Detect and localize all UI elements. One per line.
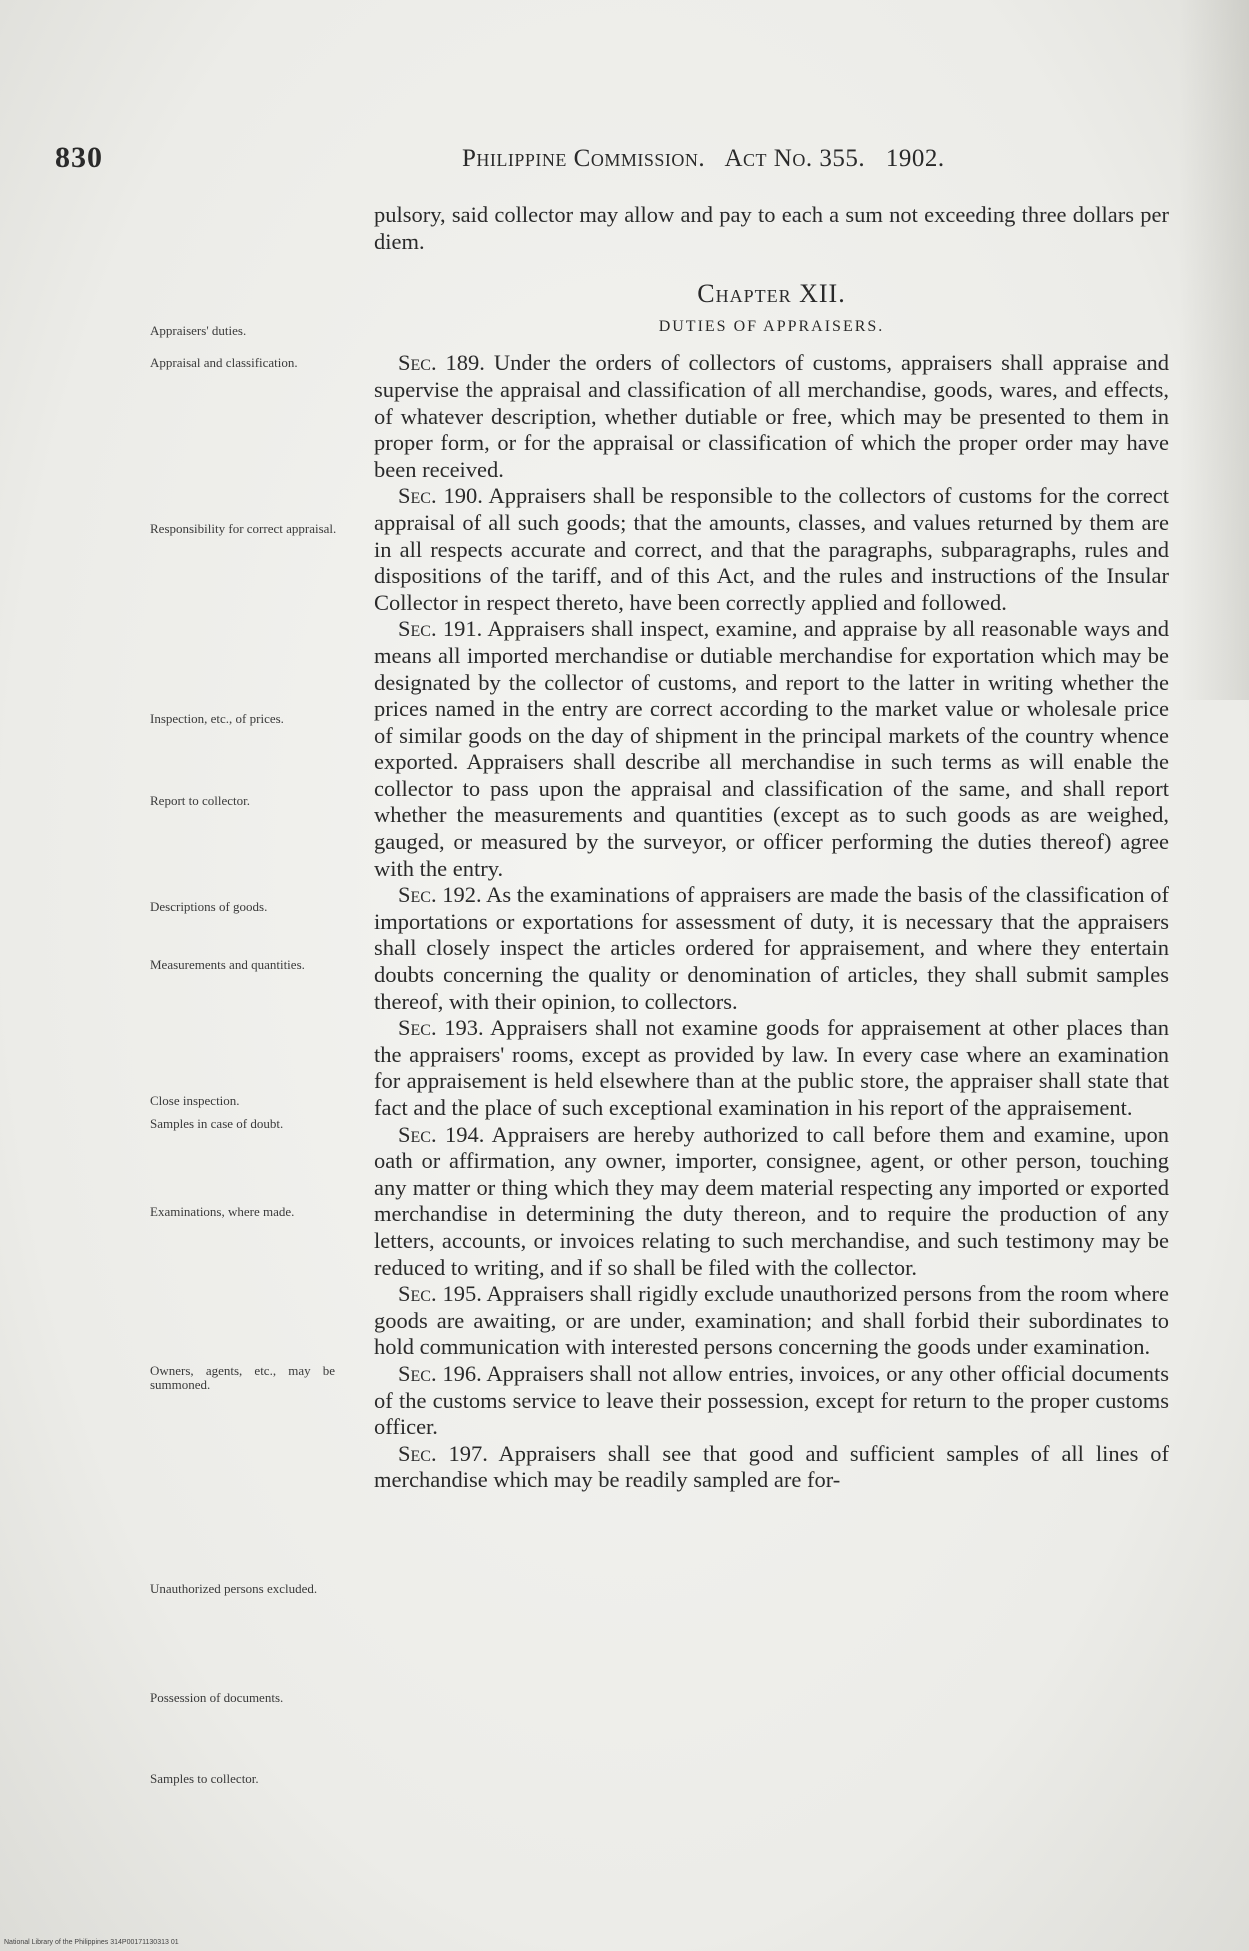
- section-text: Appraisers shall not examine goods for appraisement at other places than the appraisers' rooms, except as provided by law. In every case where an examination for appraisement is held elsewhere than at the public store, the appraiser shall state that fact and the place of such exceptional examination in his report of the appraisement.: [374, 1015, 1169, 1120]
- section-label: Sec. 193.: [398, 1015, 484, 1041]
- section-189: [374, 350, 1169, 483]
- page-edge-shadow: [1179, 0, 1249, 700]
- section-192: [374, 882, 1169, 1015]
- chapter-title: Chapter XII.: [697, 279, 846, 309]
- margin-note: Appraisal and classification.: [150, 355, 298, 370]
- margin-note: Possession of documents.: [150, 1690, 284, 1705]
- margin-note: Descriptions of goods.: [150, 899, 268, 914]
- section-text: Appraisers shall rigidly exclude unauthorized persons from the room where goods are awaiting, or are under, examination; and shall forbid their subordinates to hold communication with interested persons concerning the goods under examination.: [374, 1281, 1169, 1360]
- section-195: [374, 1281, 1169, 1361]
- section-196: [374, 1361, 1169, 1441]
- running-head-year: 1902.: [885, 145, 945, 172]
- margin-note: Responsibility for correct appraisal.: [150, 521, 337, 536]
- section-label: Sec. 197.: [398, 1440, 488, 1466]
- section-193: [374, 1015, 1169, 1121]
- margin-note: Inspection, etc., of prices.: [150, 711, 284, 726]
- section-191: [374, 616, 1169, 882]
- scan-credit: National Library of the Philippines 314P00171130313 01: [4, 1939, 179, 1946]
- section-label: Sec. 194.: [398, 1121, 485, 1147]
- section-text: Appraisers shall see that good and sufficient samples of all lines of merchandise which may be readily sampled are for-: [374, 1440, 1169, 1493]
- section-label: Sec. 192.: [398, 882, 482, 908]
- section-194: [374, 1122, 1169, 1282]
- section-text: Under the orders of collectors of customs, appraisers shall appraise and supervise the appraisal and classification of all merchandise, goods, wares, and effects, of whatever description, whether dutiable or free, which may be presented to them in proper form, or for the appraisal or classification of which the proper order may have been received.: [374, 350, 1169, 482]
- section-197: [374, 1441, 1169, 1494]
- page-number: 830: [55, 141, 103, 174]
- running-head-act: Act No. 355.: [724, 145, 866, 172]
- running-head: [462, 145, 959, 173]
- margin-note: Report to collector.: [150, 793, 251, 808]
- margin-note: Measurements and quantities.: [150, 957, 305, 972]
- margin-note: Unauthorized persons excluded.: [150, 1581, 318, 1596]
- margin-note: Close inspection.: [150, 1093, 240, 1108]
- section-text: Appraisers shall be responsible to the collectors of customs for the correct appraisal of all such goods; that the amounts, classes, and values returned by them are in all respects accurate and correct, and that the paragraphs, subparagraphs, rules and dispositions of the tariff, and of this Act, and the rules and instructions of the Insular Collector in respect thereto, have been correctly applied and followed.: [374, 483, 1169, 615]
- section-text: Appraisers shall inspect, examine, and appraise by all reasonable ways and means all imported merchandise or dutiable merchandise for exportation which may be designated by the collector of customs, and report to the latter in writing whether the prices named in the entry are correct according to the market value or wholesale price of similar goods on the day of shipment in the principal markets of the country whence exported. Appraisers shall describe all merchandise in such terms as will enable the collector to pass upon the appraisal and classification of the same, and shall report whether the measurements and quantities (except as to such goods as are weighed, gauged, or measured by the surveyor, or officer performing the duties thereof) agree with the entry.: [374, 616, 1169, 881]
- margin-note: Samples to collector.: [150, 1771, 259, 1786]
- margin-note: Samples in case of doubt.: [150, 1116, 284, 1131]
- section-190: [374, 483, 1169, 616]
- section-label: Sec. 191.: [398, 616, 483, 642]
- margin-note: Owners, agents, etc., may be summoned.: [150, 1363, 335, 1392]
- section-label: Sec. 189.: [398, 350, 485, 376]
- section-label: Sec. 195.: [398, 1281, 482, 1307]
- continuation-paragraph: pulsory, said collector may allow and pay to each a sum not exceeding three dollars per diem.: [374, 202, 1169, 254]
- margin-note: Examinations, where made.: [150, 1204, 295, 1219]
- section-text: Appraisers shall not allow entries, invoices, or any other official documents of the customs service to leave their possession, except for return to the proper customs officer.: [374, 1360, 1169, 1440]
- main-text: [374, 202, 1169, 1494]
- section-label: Sec. 196.: [398, 1360, 482, 1386]
- section-text: Appraisers are hereby authorized to call before them and examine, upon oath or affirmation, any owner, importer, consignee, agent, or other person, touching any matter or thing which they may deem material respecting any imported or exported merchandise in determining the duty thereon, and to require the production of any letters, accounts, or invoices relating to such merchandise, and such testimony may be reduced to writing, and if so shall be filed with the collector.: [374, 1121, 1170, 1280]
- section-text: As the examinations of appraisers are made the basis of the classification of importations or exportations for assessment of duty, it is necessary that the appraisers shall closely inspect the articles ordered for appraisement, and where they entertain doubts concerning the quality or denomination of articles, they shall submit samples thereof, with their opinion, to collectors.: [374, 882, 1169, 1014]
- chapter-subtitle: DUTIES OF APPRAISERS.: [658, 317, 885, 335]
- running-head-title: Philippine Commission.: [462, 145, 706, 172]
- section-label: Sec. 190.: [398, 483, 483, 509]
- margin-note: Appraisers' duties.: [150, 323, 247, 338]
